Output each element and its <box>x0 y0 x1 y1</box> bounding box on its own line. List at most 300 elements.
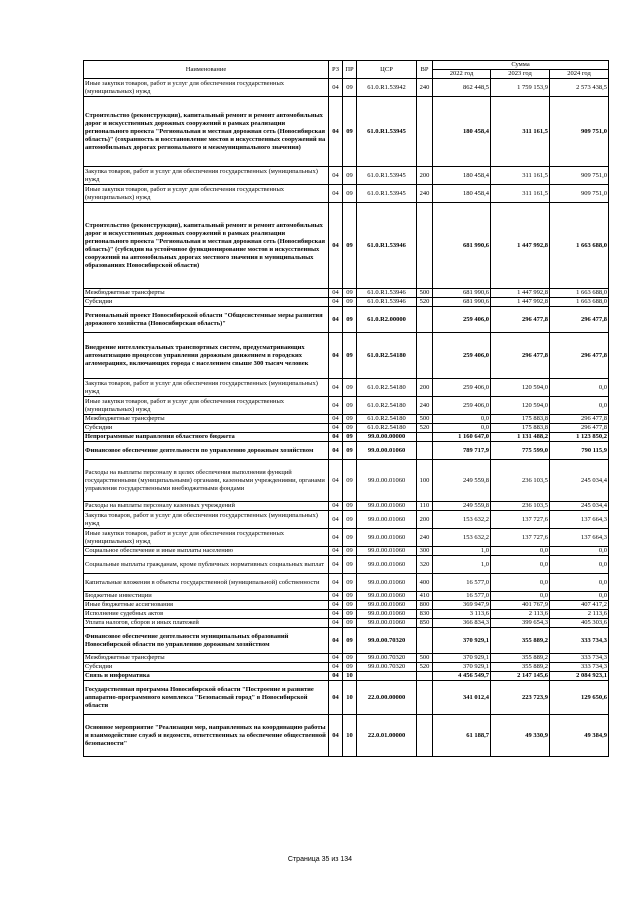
cell-2024: 1 663 688,0 <box>550 289 609 298</box>
header-vr: ВР <box>417 61 433 79</box>
cell-2022: 16 577,0 <box>433 592 491 601</box>
cell-2022: 3 113,6 <box>433 610 491 619</box>
cell-2023: 0,0 <box>491 556 550 574</box>
cell-csr: 61.0.R2.54180 <box>357 424 417 433</box>
cell-2022: 369 947,9 <box>433 601 491 610</box>
table-row <box>84 298 609 307</box>
cell-vr: 200 <box>417 167 433 185</box>
table-row <box>84 442 609 460</box>
cell-pr: 09 <box>343 663 357 672</box>
table-row <box>84 433 609 442</box>
cell-csr: 99.0.00.70320 <box>357 663 417 672</box>
cell-pr: 09 <box>343 511 357 529</box>
cell-rz: 04 <box>329 654 343 663</box>
cell-2022: 259 406,0 <box>433 379 491 397</box>
cell-csr: 99.0.00.01060 <box>357 511 417 529</box>
cell-csr: 61.0.R1.53945 <box>357 97 417 167</box>
header-rz: РЗ <box>329 61 343 79</box>
cell-2022: 681 990,6 <box>433 203 491 289</box>
cell-2023: 401 767,9 <box>491 601 550 610</box>
cell-name: Финансовое обеспечение деятельности муниципальных образований Новосибирской области по управлению дорожным хозяйством <box>84 628 329 654</box>
cell-2023: 1 447 992,8 <box>491 298 550 307</box>
cell-name: Уплата налогов, сборов и иных платежей <box>84 619 329 628</box>
cell-pr: 09 <box>343 556 357 574</box>
cell-2024: 2 084 923,1 <box>550 672 609 681</box>
cell-2022: 249 559,8 <box>433 460 491 502</box>
cell-name: Межбюджетные трансферты <box>84 415 329 424</box>
cell-2023: 236 103,5 <box>491 460 550 502</box>
cell-2024: 909 751,0 <box>550 185 609 203</box>
cell-name: Строительство (реконструкция), капитальный ремонт и ремонт автомобильных дорог и искусственных дорожных сооружений в рамках реализации регионального проекта "Региональная и местная дорожная сеть (Новосибирская область)" (сохранность и восстановление мостов и искусственных сооружений на автомобильных дорогах регионального и межмуниципального значения) <box>84 97 329 167</box>
table-row <box>84 672 609 681</box>
cell-2023: 296 477,8 <box>491 307 550 333</box>
cell-pr: 09 <box>343 547 357 556</box>
cell-2024: 296 477,8 <box>550 307 609 333</box>
cell-name: Непрограммные направления областного бюджета <box>84 433 329 442</box>
cell-rz: 04 <box>329 601 343 610</box>
cell-csr: 61.0.R1.53946 <box>357 298 417 307</box>
cell-2022: 681 990,6 <box>433 298 491 307</box>
cell-pr: 09 <box>343 574 357 592</box>
cell-2024: 137 664,3 <box>550 511 609 529</box>
cell-vr <box>417 203 433 289</box>
cell-2022: 681 990,6 <box>433 289 491 298</box>
cell-vr <box>417 333 433 379</box>
cell-csr: 99.0.00.01060 <box>357 601 417 610</box>
cell-name: Региональный проект Новосибирской области "Общесистемные меры развития дорожного хозяйства (Новосибирская область)" <box>84 307 329 333</box>
cell-rz: 04 <box>329 556 343 574</box>
header-csr: ЦСР <box>357 61 417 79</box>
cell-name: Иные закупки товаров, работ и услуг для обеспечения государственных (муниципальных) нужд <box>84 529 329 547</box>
cell-pr: 09 <box>343 397 357 415</box>
cell-name: Иные закупки товаров, работ и услуг для обеспечения государственных (муниципальных) нужд <box>84 185 329 203</box>
cell-2024: 245 034,4 <box>550 502 609 511</box>
cell-2023: 49 330,9 <box>491 715 550 757</box>
table-row <box>84 547 609 556</box>
cell-rz: 04 <box>329 574 343 592</box>
table-row <box>84 460 609 502</box>
cell-2024: 909 751,0 <box>550 97 609 167</box>
cell-2024: 0,0 <box>550 592 609 601</box>
cell-name: Субсидии <box>84 424 329 433</box>
cell-csr: 61.0.R1.53946 <box>357 203 417 289</box>
table-row <box>84 415 609 424</box>
table-row <box>84 379 609 397</box>
table-row <box>84 556 609 574</box>
cell-2024: 1 663 688,0 <box>550 298 609 307</box>
cell-2022: 789 717,9 <box>433 442 491 460</box>
cell-rz: 04 <box>329 610 343 619</box>
cell-2024: 407 417,2 <box>550 601 609 610</box>
cell-rz: 04 <box>329 424 343 433</box>
cell-2024: 0,0 <box>550 574 609 592</box>
cell-2024: 333 734,3 <box>550 663 609 672</box>
cell-vr: 240 <box>417 185 433 203</box>
cell-rz: 04 <box>329 379 343 397</box>
cell-csr: 99.0.00.01060 <box>357 556 417 574</box>
cell-csr: 99.0.00.01060 <box>357 460 417 502</box>
cell-rz: 04 <box>329 415 343 424</box>
cell-vr: 110 <box>417 502 433 511</box>
cell-2022: 1 160 647,0 <box>433 433 491 442</box>
cell-csr: 61.0.R2.54180 <box>357 415 417 424</box>
cell-2023: 223 723,9 <box>491 681 550 715</box>
cell-vr: 200 <box>417 511 433 529</box>
cell-csr: 99.0.00.70320 <box>357 654 417 663</box>
cell-2022: 0,0 <box>433 424 491 433</box>
cell-name: Государственная программа Новосибирской области "Построение и развитие аппаратно-программного комплекса "Безопасный город" в Новосибирской области <box>84 681 329 715</box>
cell-rz: 04 <box>329 715 343 757</box>
cell-rz: 04 <box>329 97 343 167</box>
cell-pr: 09 <box>343 628 357 654</box>
cell-name: Закупка товаров, работ и услуг для обеспечения государственных (муниципальных) нужд <box>84 511 329 529</box>
cell-csr: 61.0.R2.54180 <box>357 333 417 379</box>
cell-vr: 800 <box>417 601 433 610</box>
table-row <box>84 663 609 672</box>
cell-2023: 775 599,0 <box>491 442 550 460</box>
cell-rz: 04 <box>329 502 343 511</box>
cell-rz: 04 <box>329 547 343 556</box>
cell-2022: 153 632,2 <box>433 511 491 529</box>
cell-2024: 296 477,8 <box>550 415 609 424</box>
cell-csr: 61.0.R2.54180 <box>357 379 417 397</box>
cell-pr: 09 <box>343 167 357 185</box>
cell-name: Закупка товаров, работ и услуг для обеспечения государственных (муниципальных) нужд <box>84 167 329 185</box>
cell-name: Строительство (реконструкция), капитальный ремонт и ремонт автомобильных дорог и искусственных дорожных сооружений в рамках реализации регионального проекта "Региональная и местная дорожная сеть (Новосибирская область)" (субсидии на устойчивое функционирование мостов и искусственных сооружений на автомобильных дорогах местного значения в муниципальных образованиях Новосибирской области) <box>84 203 329 289</box>
table-row <box>84 574 609 592</box>
cell-pr: 09 <box>343 442 357 460</box>
cell-rz: 04 <box>329 460 343 502</box>
table-row <box>84 681 609 715</box>
cell-name: Иные закупки товаров, работ и услуг для обеспечения государственных (муниципальных) нужд <box>84 397 329 415</box>
cell-2022: 370 929,1 <box>433 654 491 663</box>
cell-name: Исполнение судебных актов <box>84 610 329 619</box>
cell-vr <box>417 681 433 715</box>
table-row <box>84 715 609 757</box>
cell-vr: 500 <box>417 415 433 424</box>
cell-2023: 137 727,6 <box>491 511 550 529</box>
cell-pr: 09 <box>343 502 357 511</box>
cell-name: Иные закупки товаров, работ и услуг для обеспечения государственных (муниципальных) нужд <box>84 79 329 97</box>
cell-vr <box>417 442 433 460</box>
cell-2022: 180 458,4 <box>433 185 491 203</box>
cell-vr: 240 <box>417 529 433 547</box>
cell-csr: 61.0.R2.00000 <box>357 307 417 333</box>
cell-csr: 99.0.00.01060 <box>357 529 417 547</box>
cell-vr <box>417 97 433 167</box>
cell-2022: 259 406,0 <box>433 333 491 379</box>
cell-rz: 04 <box>329 203 343 289</box>
cell-rz: 04 <box>329 511 343 529</box>
cell-rz: 04 <box>329 167 343 185</box>
cell-rz: 04 <box>329 672 343 681</box>
cell-vr <box>417 307 433 333</box>
cell-2023: 236 103,5 <box>491 502 550 511</box>
cell-vr: 200 <box>417 379 433 397</box>
cell-pr: 09 <box>343 289 357 298</box>
table-row <box>84 619 609 628</box>
cell-2023: 1 447 992,8 <box>491 289 550 298</box>
table-row <box>84 333 609 379</box>
cell-csr: 61.0.R2.54180 <box>357 397 417 415</box>
header-year-2023: 2023 год <box>491 70 550 79</box>
cell-rz: 04 <box>329 681 343 715</box>
cell-2024: 909 751,0 <box>550 167 609 185</box>
cell-pr: 09 <box>343 529 357 547</box>
cell-2022: 366 834,3 <box>433 619 491 628</box>
cell-2022: 153 632,2 <box>433 529 491 547</box>
cell-pr: 09 <box>343 97 357 167</box>
cell-vr: 830 <box>417 610 433 619</box>
cell-rz: 04 <box>329 397 343 415</box>
cell-csr: 61.0.R1.53942 <box>357 79 417 97</box>
cell-2022: 16 577,0 <box>433 574 491 592</box>
cell-pr: 09 <box>343 424 357 433</box>
cell-2023: 1 131 488,2 <box>491 433 550 442</box>
cell-2022: 249 559,8 <box>433 502 491 511</box>
cell-2023: 296 477,8 <box>491 333 550 379</box>
cell-2023: 2 147 145,6 <box>491 672 550 681</box>
cell-2023: 311 161,5 <box>491 97 550 167</box>
cell-pr: 09 <box>343 185 357 203</box>
cell-2023: 0,0 <box>491 592 550 601</box>
header-pr: ПР <box>343 61 357 79</box>
table-row <box>84 203 609 289</box>
table-row <box>84 601 609 610</box>
cell-name: Межбюджетные трансферты <box>84 654 329 663</box>
cell-pr: 09 <box>343 610 357 619</box>
cell-csr: 99.0.00.01060 <box>357 574 417 592</box>
cell-csr: 22.0.01.00000 <box>357 715 417 757</box>
table-row <box>84 424 609 433</box>
cell-2023: 2 113,6 <box>491 610 550 619</box>
cell-2022: 61 188,7 <box>433 715 491 757</box>
cell-vr <box>417 672 433 681</box>
cell-vr: 850 <box>417 619 433 628</box>
table-row <box>84 529 609 547</box>
cell-name: Капитальные вложения в объекты государственной (муниципальной) собственности <box>84 574 329 592</box>
cell-2023: 355 889,2 <box>491 628 550 654</box>
cell-2024: 2 573 438,5 <box>550 79 609 97</box>
cell-2022: 1,0 <box>433 547 491 556</box>
cell-name: Межбюджетные трансферты <box>84 289 329 298</box>
cell-2024: 2 113,6 <box>550 610 609 619</box>
cell-name: Иные бюджетные ассигнования <box>84 601 329 610</box>
cell-2023: 137 727,6 <box>491 529 550 547</box>
cell-2024: 405 303,6 <box>550 619 609 628</box>
cell-csr: 99.0.00.01060 <box>357 592 417 601</box>
cell-pr: 09 <box>343 333 357 379</box>
cell-pr: 09 <box>343 79 357 97</box>
cell-2022: 1,0 <box>433 556 491 574</box>
cell-csr: 99.0.00.00000 <box>357 433 417 442</box>
cell-2022: 259 406,0 <box>433 397 491 415</box>
cell-2024: 296 477,8 <box>550 333 609 379</box>
cell-2023: 311 161,5 <box>491 167 550 185</box>
cell-rz: 04 <box>329 79 343 97</box>
cell-2022: 180 458,4 <box>433 167 491 185</box>
cell-name: Бюджетные инвестиции <box>84 592 329 601</box>
table-row <box>84 628 609 654</box>
cell-vr: 400 <box>417 574 433 592</box>
page-number: Страница 35 из 134 <box>287 856 353 863</box>
header-year-2022: 2022 год <box>433 70 491 79</box>
cell-vr: 300 <box>417 547 433 556</box>
cell-rz: 04 <box>329 185 343 203</box>
cell-2023: 399 654,3 <box>491 619 550 628</box>
table-row <box>84 610 609 619</box>
cell-2022: 370 929,1 <box>433 628 491 654</box>
header-sum: Сумма <box>433 61 609 70</box>
cell-pr: 09 <box>343 654 357 663</box>
cell-2024: 0,0 <box>550 379 609 397</box>
cell-2024: 137 664,3 <box>550 529 609 547</box>
budget-table <box>83 60 609 757</box>
cell-2022: 0,0 <box>433 415 491 424</box>
cell-csr: 99.0.00.01060 <box>357 610 417 619</box>
cell-name: Закупка товаров, работ и услуг для обеспечения государственных (муниципальных) нужд <box>84 379 329 397</box>
cell-pr: 09 <box>343 415 357 424</box>
cell-2023: 1 447 992,8 <box>491 203 550 289</box>
cell-2024: 333 734,3 <box>550 628 609 654</box>
cell-name: Расходы на выплаты персоналу в целях обеспечения выполнения функций государственными (муниципальными) органами, казенными учреждениями, органами управления государственными внебюджетными фондами <box>84 460 329 502</box>
cell-csr: 22.0.00.00000 <box>357 681 417 715</box>
cell-2024: 0,0 <box>550 397 609 415</box>
cell-2022: 341 012,4 <box>433 681 491 715</box>
table-row <box>84 167 609 185</box>
cell-pr: 10 <box>343 672 357 681</box>
cell-2022: 259 406,0 <box>433 307 491 333</box>
cell-vr <box>417 715 433 757</box>
table-row <box>84 397 609 415</box>
cell-rz: 04 <box>329 619 343 628</box>
table-row <box>84 289 609 298</box>
cell-2024: 0,0 <box>550 556 609 574</box>
cell-vr <box>417 628 433 654</box>
cell-2024: 1 663 688,0 <box>550 203 609 289</box>
cell-2023: 311 161,5 <box>491 185 550 203</box>
cell-2023: 120 594,0 <box>491 379 550 397</box>
cell-csr: 99.0.00.01060 <box>357 619 417 628</box>
cell-2023: 355 889,2 <box>491 654 550 663</box>
cell-2023: 0,0 <box>491 547 550 556</box>
cell-2023: 175 883,8 <box>491 415 550 424</box>
header-name: Наименование <box>84 61 329 79</box>
cell-2022: 370 929,1 <box>433 663 491 672</box>
budget-table-sheet <box>83 60 608 757</box>
cell-vr: 240 <box>417 397 433 415</box>
cell-name: Расходы на выплаты персоналу казенных учреждений <box>84 502 329 511</box>
cell-pr: 09 <box>343 433 357 442</box>
cell-2023: 175 883,8 <box>491 424 550 433</box>
cell-csr: 99.0.00.01060 <box>357 502 417 511</box>
cell-2024: 790 115,9 <box>550 442 609 460</box>
cell-2022: 862 448,5 <box>433 79 491 97</box>
cell-vr: 520 <box>417 663 433 672</box>
cell-2023: 120 594,0 <box>491 397 550 415</box>
header-year-2024: 2024 год <box>550 70 609 79</box>
table-row <box>84 185 609 203</box>
cell-pr: 10 <box>343 715 357 757</box>
cell-rz: 04 <box>329 298 343 307</box>
cell-name: Основное мероприятие "Реализация мер, направленных на координацию работы и взаимодействие служб и ведомств, ответственных за обеспечение общественной безопасности" <box>84 715 329 757</box>
cell-rz: 04 <box>329 289 343 298</box>
cell-pr: 09 <box>343 307 357 333</box>
cell-pr: 09 <box>343 619 357 628</box>
cell-2024: 129 650,6 <box>550 681 609 715</box>
cell-2023: 0,0 <box>491 574 550 592</box>
cell-csr: 61.0.R1.53946 <box>357 289 417 298</box>
cell-vr <box>417 433 433 442</box>
cell-2024: 0,0 <box>550 547 609 556</box>
cell-rz: 04 <box>329 628 343 654</box>
table-row <box>84 79 609 97</box>
table-row <box>84 307 609 333</box>
cell-pr: 09 <box>343 460 357 502</box>
cell-vr: 500 <box>417 654 433 663</box>
cell-rz: 04 <box>329 592 343 601</box>
cell-name: Субсидии <box>84 663 329 672</box>
cell-vr: 100 <box>417 460 433 502</box>
cell-rz: 04 <box>329 307 343 333</box>
cell-rz: 04 <box>329 442 343 460</box>
cell-pr: 09 <box>343 298 357 307</box>
cell-pr: 09 <box>343 379 357 397</box>
cell-2024: 296 477,8 <box>550 424 609 433</box>
cell-pr: 09 <box>343 203 357 289</box>
cell-vr: 520 <box>417 298 433 307</box>
cell-csr: 61.0.R1.53945 <box>357 185 417 203</box>
cell-vr: 520 <box>417 424 433 433</box>
cell-pr: 09 <box>343 592 357 601</box>
cell-csr <box>357 672 417 681</box>
table-row <box>84 654 609 663</box>
cell-name: Внедрение интеллектуальных транспортных систем, предусматривающих автоматизацию процессов управления дорожным движением в городских агломерациях, включающих города с населением свыше 300 тысяч человек <box>84 333 329 379</box>
cell-2023: 1 759 153,9 <box>491 79 550 97</box>
table-row <box>84 502 609 511</box>
table-row <box>84 97 609 167</box>
cell-2024: 245 034,4 <box>550 460 609 502</box>
cell-2022: 180 458,4 <box>433 97 491 167</box>
cell-vr: 320 <box>417 556 433 574</box>
cell-csr: 99.0.00.01060 <box>357 442 417 460</box>
cell-vr: 240 <box>417 79 433 97</box>
cell-name: Связь и информатика <box>84 672 329 681</box>
cell-csr: 99.0.00.70320 <box>357 628 417 654</box>
cell-csr: 61.0.R1.53945 <box>357 167 417 185</box>
cell-rz: 04 <box>329 333 343 379</box>
cell-rz: 04 <box>329 663 343 672</box>
cell-name: Субсидии <box>84 298 329 307</box>
table-row <box>84 511 609 529</box>
cell-vr: 410 <box>417 592 433 601</box>
cell-2023: 355 889,2 <box>491 663 550 672</box>
cell-csr: 99.0.00.01060 <box>357 547 417 556</box>
cell-2024: 1 123 850,2 <box>550 433 609 442</box>
cell-2022: 4 456 549,7 <box>433 672 491 681</box>
cell-2024: 49 384,9 <box>550 715 609 757</box>
cell-name: Социальное обеспечение и иные выплаты населению <box>84 547 329 556</box>
cell-rz: 04 <box>329 529 343 547</box>
table-row <box>84 592 609 601</box>
cell-pr: 10 <box>343 681 357 715</box>
cell-vr: 500 <box>417 289 433 298</box>
table-body <box>84 79 609 757</box>
cell-name: Социальные выплаты гражданам, кроме публичных нормативных социальных выплат <box>84 556 329 574</box>
cell-name: Финансовое обеспечение деятельности по управлению дорожным хозяйством <box>84 442 329 460</box>
cell-rz: 04 <box>329 433 343 442</box>
cell-pr: 09 <box>343 601 357 610</box>
